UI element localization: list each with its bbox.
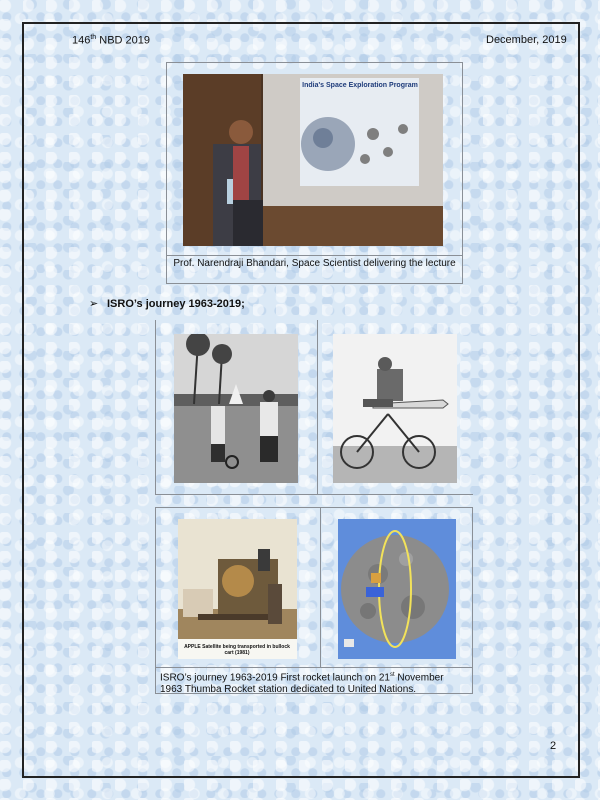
figure-history-divider [317, 320, 318, 495]
bicycle-rocket-nosecone-photo [174, 334, 298, 483]
header-event: 146th NBD 2019 [72, 34, 151, 47]
lecture-photo [183, 74, 443, 246]
figure-lecture-caption-rule [166, 255, 463, 256]
bicycle-rider-photo [333, 334, 457, 483]
apple-photo-drawing [178, 519, 297, 659]
moon-image-drawing [338, 519, 456, 659]
moon-chandrayaan-image [338, 519, 456, 659]
rider-photo-drawing [333, 334, 457, 483]
apple-satellite-bullock-cart-photo [178, 519, 297, 659]
slide-title: India's Space Exploration Program [302, 82, 418, 89]
figure-apple-caption-rule [155, 667, 473, 668]
page-number: 2 [550, 740, 557, 752]
isro-journey-caption: ISRO’s journey 1963-2019 First rocket launch on 21st November 1963 Thumba Rocket station dedicated to United Nations. [160, 672, 444, 696]
header-date: December, 2019 [486, 34, 567, 46]
lecture-caption: Prof. Narendraji Bhandari, Space Scientist delivering the lecture [173, 258, 456, 269]
bullet-arrow-icon: ➢ [89, 298, 99, 310]
apple-photo-caption: APPLE Satellite being transported in bullock cart (1981) [184, 644, 290, 656]
lecture-photo-drawing [183, 74, 443, 246]
figure-apple-divider [320, 507, 321, 667]
section-heading: ➢ ISRO’s journey 1963-2019; [89, 298, 245, 310]
bicycle-photo-drawing [174, 334, 298, 483]
